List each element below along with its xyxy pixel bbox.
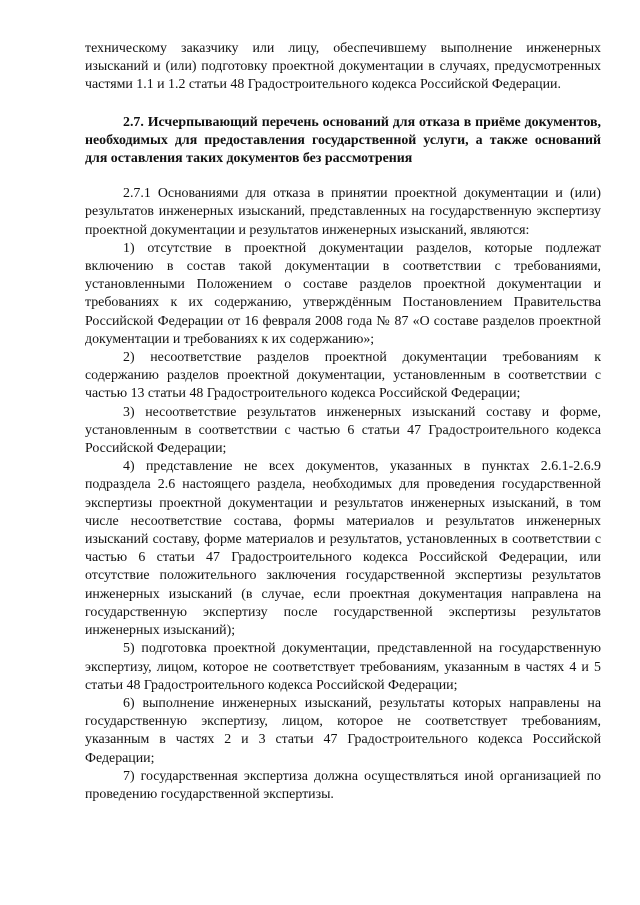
section-heading: 2.7. Исчерпывающий перечень оснований для отказа в приёме документов, необходимых для предоставления государственной услуги, а также оснований для оставления таких документов без рассмотрения (85, 114, 601, 167)
document-page (85, 40, 601, 804)
list-item-1: 1) отсутствие в проектной документации разделов, которые подлежат включению в состав такой документации в соответствии с требованиями, установленными Положением о составе разделов проектной документации и требованиях к их содержанию, утверждённым Постановлением Правительства Российской Федерации от 16 февраля 2008 года № 87 «О составе разделов проектной документации и требованиях к их содержанию»; (85, 240, 601, 347)
list-item-7: 7) государственная экспертиза должна осуществляться иной организацией по проведению государственной экспертизы. (85, 768, 601, 802)
list-item-6: 6) выполнение инженерных изысканий, результаты которых направлены на государственную экспертизу, лицом, которое не соответствует требованиям, указанным в частях 2 и 3 статьи 47 Градостроительного кодекса Российской Федерации; (85, 695, 601, 766)
intro-paragraph: 2.7.1 Основаниями для отказа в принятии проектной документации и (или) результатов инженерных изысканий, представленных на государственную экспертизу проектной документации и результатов инженерных изысканий, являются: (85, 186, 601, 238)
list-item-3: 3) несоответствие результатов инженерных изысканий составу и форме, установленным в соответствии с частью 6 статьи 47 Градостроительного кодекса Российской Федерации; (85, 404, 601, 457)
top-paragraph: техническому заказчику или лицу, обеспечившему выполнение инженерных изысканий и (или) подготовку проектной документации в случаях, предусмотренных частями 1.1 и 1.2 статьи 48 Градостроительного кодекса Российской Федерации. (85, 41, 601, 93)
list-item-5: 5) подготовка проектной документации, представленной на государственную экспертизу, лицом, которое не соответствует требованиям, указанным в частях 4 и 5 статьи 48 Градостроительного кодекса Российской Федерации; (85, 641, 601, 693)
list-item-4: 4) представление не всех документов, указанных в пунктах 2.6.1-2.6.9 подраздела 2.6 настоящего раздела, необходимых для проведения государственной экспертизы проектной документации и результатов инженерных изысканий, в том числе несоответствие состава, формы материалов и результатов инженерных изысканий составу, форме материалов и результатов, установленных в соответствии с частью 6 статьи 47 Градостроительного кодекса Российской Федерации, или отсутствие положительного заключения государственной экспертизы результатов инженерных изысканий (в случае, если проектная документация направлена на государственную экспертизу после государственной экспертизы результатов инженерных изысканий); (85, 459, 601, 639)
list-item-2: 2) несоответствие разделов проектной документации требованиям к содержанию разделов проектной документации, установленным в соответствии с частью 13 статьи 48 Градостроительного кодекса Российской Федерации; (85, 350, 601, 402)
